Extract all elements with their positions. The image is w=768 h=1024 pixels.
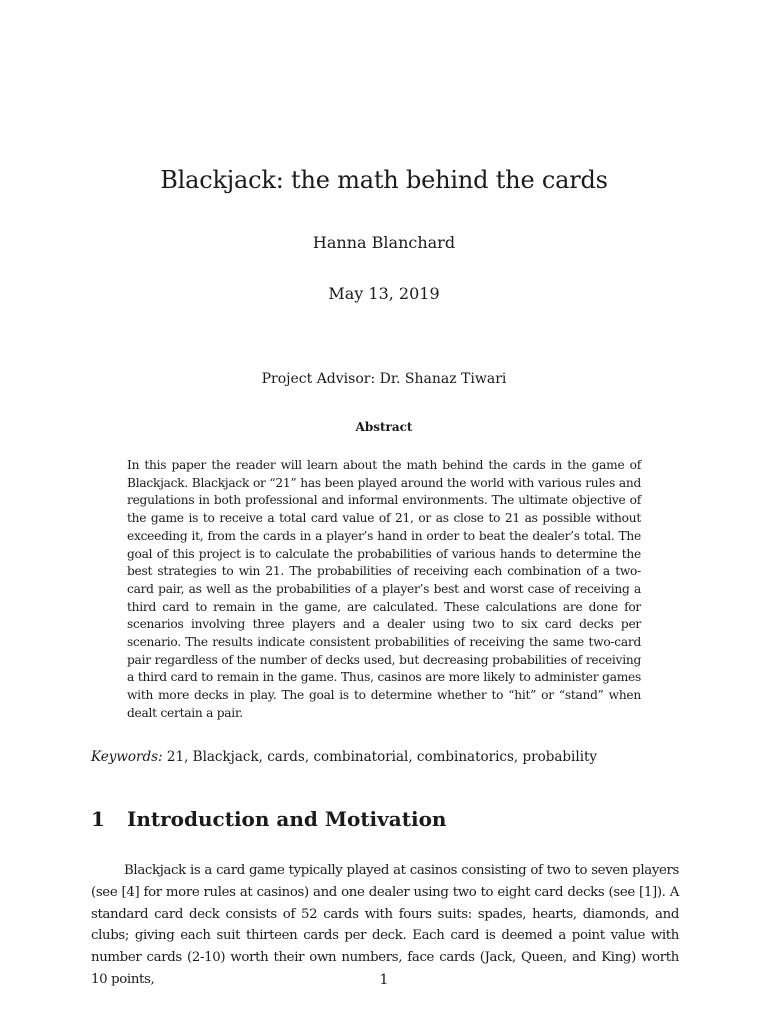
section-heading xyxy=(91,807,446,831)
intro-paragraph: Blackjack is a card game typically played at casinos consisting of two to seven players (see [4] for more rules at casinos) and one dealer using two to eight card decks (see [1]). A standard card deck consists of 52 cards with fours suits: spades, hearts, diamonds, and clubs; giving each suit thirteen cards per deck. Each card is deemed a point value with number cards (2-10) worth their own numbers, face cards (Jack, Queen, and King) worth 10 points, xyxy=(91,863,679,987)
paper-title: Blackjack: the math behind the cards xyxy=(160,166,608,194)
keywords-label: Keywords: xyxy=(91,749,163,765)
keywords-line xyxy=(91,748,681,766)
publication-date: May 13, 2019 xyxy=(328,284,440,303)
abstract-text: In this paper the reader will learn about the math behind the cards in the game of Blackjack. Blackjack or “21” has been played around the world with various rules and regulations in both professional and informal environments. The ultimate objective of the game is to receive a total card value of 21, or as close to 21 as possible without exceeding it, from the cards in a player’s hand in order to beat the dealer’s total. The goal of this project is to calculate the probabilities of various hands to determine the best strategies to win 21. The probabilities of receiving each combination of a two-card pair, as well as the probabilities of a player’s best and worst case of receiving a third card to remain in the game, are calculated. These calculations are done for scenarios involving three players and a dealer using two to six card decks per scenario. The results indicate consistent probabilities of receiving the same two-card pair regardless of the number of decks used, but decreasing probabilities of receiving a third card to remain in the game. Thus, casinos are more likely to administer games with more decks in play. The goal is to determine whether to “hit” or “stand” when dealt certain a pair. xyxy=(127,458,641,720)
keywords-list: 21, Blackjack, cards, combinatorial, combinatorics, probability xyxy=(162,749,598,765)
page-number: 1 xyxy=(379,972,389,988)
abstract-heading: Abstract xyxy=(355,420,413,434)
section-title: Introduction and Motivation xyxy=(127,807,447,831)
project-advisor: Project Advisor: Dr. Shanaz Tiwari xyxy=(261,371,507,387)
section-number: 1 xyxy=(91,807,105,831)
author-name: Hanna Blanchard xyxy=(312,233,456,252)
